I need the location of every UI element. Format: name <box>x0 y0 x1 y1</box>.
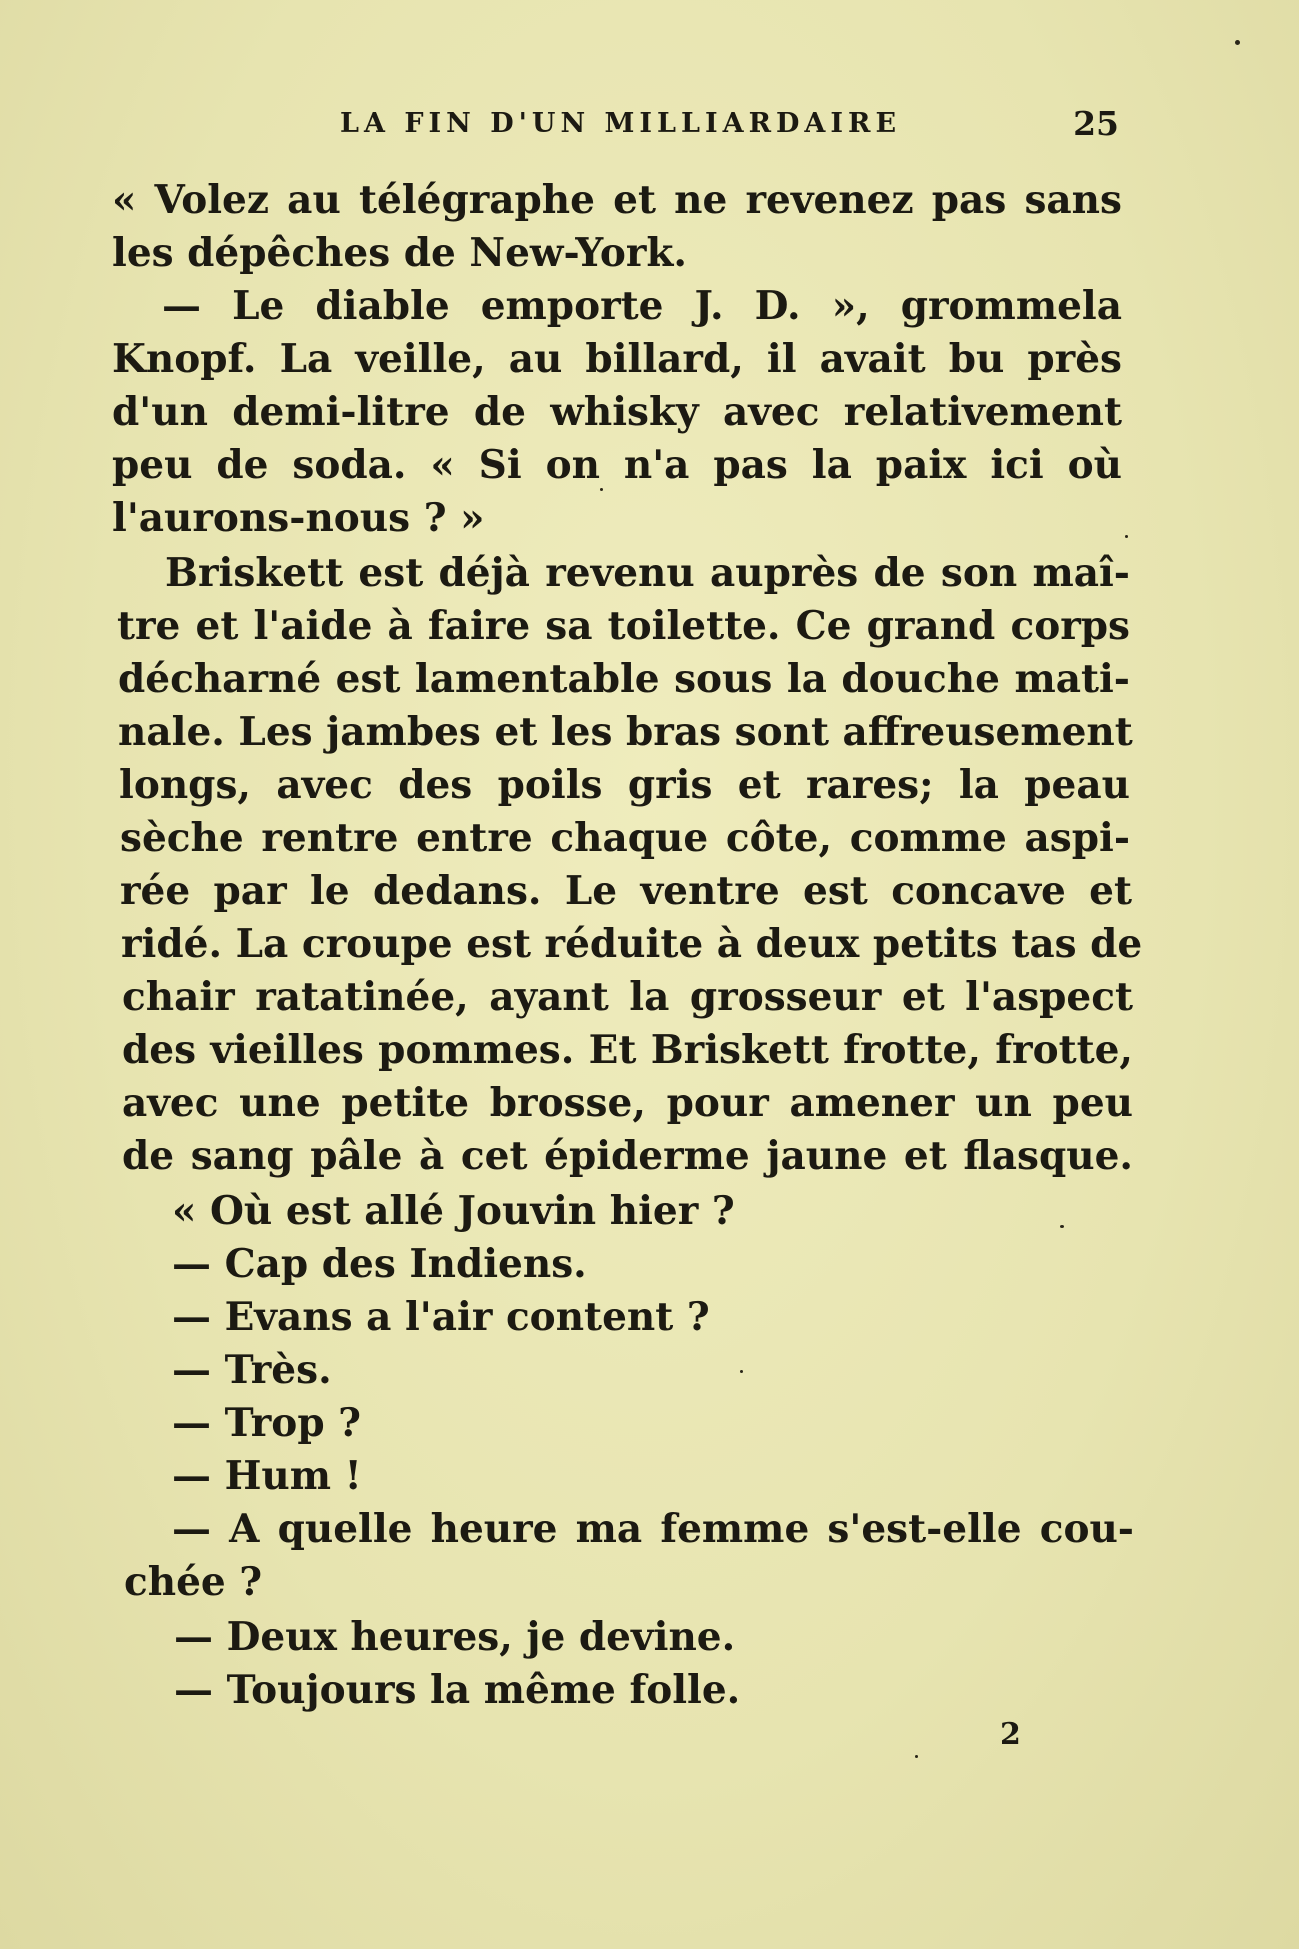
text-line-23: — Très. <box>172 1347 332 1393</box>
text-line-12: longs, avec des poils gris et rares; la peau <box>119 762 1130 808</box>
paper-speck <box>915 1755 918 1758</box>
text-line-10: décharné est lamentable sous la douche mati- <box>118 656 1130 702</box>
text-line-17: des vieilles pommes. Et Briskett frotte, frotte, <box>122 1027 1133 1073</box>
paper-speck <box>1125 535 1128 538</box>
text-line-25: — Hum ! <box>172 1453 362 1499</box>
text-line-8: Briskett est déjà revenu auprès de son maî- <box>165 550 1130 596</box>
paper-speck <box>600 488 603 491</box>
text-line-4: Knopf. La veille, au billard, il avait bu près <box>112 336 1122 382</box>
text-line-27: chée ? <box>124 1559 263 1605</box>
text-line-20: « Où est allé Jouvin hier ? <box>172 1188 735 1234</box>
text-line-7: l'aurons-nous ? » <box>112 495 485 541</box>
text-line-22: — Evans a l'air content ? <box>172 1294 710 1340</box>
paper-speck <box>740 1370 743 1373</box>
text-line-21: — Cap des Indiens. <box>172 1241 587 1287</box>
running-title: LA FIN D'UN MILLIARDAIRE <box>340 108 902 139</box>
text-line-28: — Deux heures, je devine. <box>174 1614 736 1660</box>
text-line-6: peu de soda. « Si on n'a pas la paix ici où <box>112 442 1122 488</box>
text-line-9: tre et l'aide à faire sa toilette. Ce grand corps <box>117 603 1130 649</box>
text-line-3: — Le diable emporte J. D. », grommela <box>162 283 1122 329</box>
text-line-18: avec une petite brosse, pour amener un peu <box>122 1080 1133 1126</box>
text-line-2: les dépêches de New-York. <box>112 230 687 276</box>
text-line-11: nale. Les jambes et les bras sont affreusement <box>118 709 1133 755</box>
text-line-26: — A quelle heure ma femme s'est-elle cou- <box>172 1506 1134 1552</box>
page-number: 25 <box>1073 104 1119 143</box>
text-line-19: de sang pâle à cet épiderme jaune et flasque. <box>122 1133 1133 1179</box>
text-line-29: — Toujours la même folle. <box>174 1667 741 1713</box>
text-line-16: chair ratatinée, ayant la grosseur et l'aspect <box>122 974 1133 1020</box>
text-line-24: — Trop ? <box>172 1400 362 1446</box>
text-line-13: sèche rentre entre chaque côte, comme aspi- <box>120 815 1130 861</box>
text-line-14: rée par le dedans. Le ventre est concave et <box>120 868 1132 914</box>
text-line-5: d'un demi-litre de whisky avec relativement <box>112 389 1122 435</box>
signature-mark: 2 <box>1000 1717 1021 1752</box>
paper-speck <box>1060 1225 1064 1228</box>
text-line-1: « Volez au télégraphe et ne revenez pas sans <box>112 177 1122 223</box>
text-line-15: ridé. La croupe est réduite à deux petits tas de <box>121 921 1143 967</box>
paper-speck <box>1235 40 1240 45</box>
